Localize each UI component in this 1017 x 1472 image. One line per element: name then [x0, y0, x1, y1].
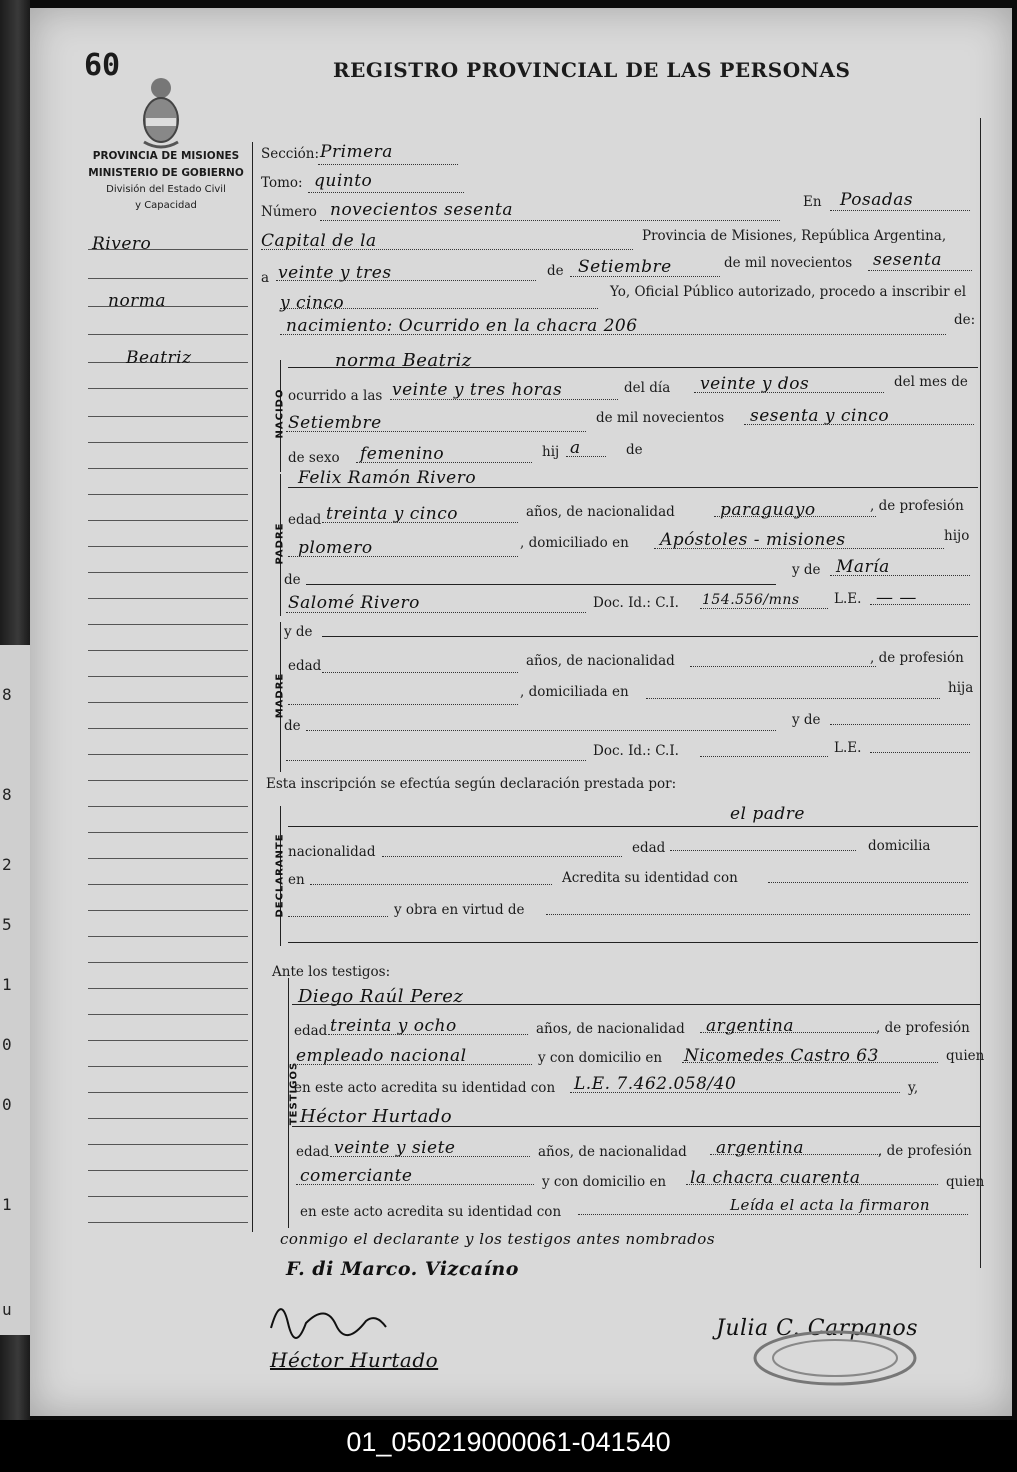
en-label: En: [803, 194, 822, 210]
acto-value: nacimiento: Ocurrido en la chacra 206: [286, 316, 638, 336]
decl-domicilia-label: domicilia: [868, 838, 931, 854]
t2-nac-label: años, de nacionalidad: [538, 1144, 687, 1160]
strip-char: 0: [2, 1035, 12, 1054]
ante-testigos-label: Ante los testigos:: [272, 964, 391, 980]
del-dia-label: del día: [624, 380, 671, 396]
adjacent-page-strip: [0, 645, 32, 1335]
strip-char: 0: [2, 1095, 12, 1114]
strip-char: u: [2, 1300, 12, 1319]
t2-dom-label: y con domicilio en: [542, 1174, 667, 1190]
hij-label: hij: [542, 444, 560, 460]
dia-value: veinte y tres: [278, 263, 392, 283]
declarante-value: el padre: [730, 804, 805, 824]
signature-hurtado: Héctor Hurtado: [270, 1348, 439, 1372]
de-colon-label: de:: [954, 312, 976, 328]
padre-madre1: María: [836, 557, 890, 577]
decl-edad-label: edad: [632, 840, 666, 856]
testigo2-nac: argentina: [716, 1138, 805, 1158]
testigo1-nac: argentina: [706, 1016, 795, 1036]
de-mil-label: de mil novecientos: [724, 255, 853, 271]
padre-dom-label: , domiciliado en: [520, 535, 629, 551]
del-mes-label: del mes de: [894, 374, 968, 390]
padre-le-label: L.E.: [834, 591, 862, 607]
padre-domicilio: Apóstoles - misiones: [660, 530, 846, 550]
dia-nac-value: veinte y dos: [700, 374, 810, 394]
coat-of-arms-icon: [140, 72, 182, 150]
madre-y-de-label: y de: [284, 624, 313, 640]
madre-ci-label: Doc. Id.: C.I.: [593, 743, 679, 759]
seccion-label: Sección:: [261, 146, 320, 162]
anio-value: sesenta: [873, 250, 942, 270]
decl-acredita-label: Acredita su identidad con: [562, 870, 738, 886]
page-number: 60: [84, 48, 121, 83]
de-mil2-label: de mil novecientos: [596, 410, 725, 426]
nacido-section-label: NACIDO: [274, 388, 286, 439]
numero-value: novecientos sesenta: [330, 200, 513, 220]
anio-nac-value: sesenta y cinco: [750, 406, 890, 426]
closing-line1: conmigo el declarante y los testigos antes nombrados: [280, 1230, 716, 1248]
madre-hija-label: hija: [948, 680, 974, 696]
strip-char: 1: [2, 1195, 12, 1214]
numero-label: Número: [261, 204, 317, 220]
padre-nacionalidad: paraguayo: [720, 500, 816, 520]
t2-prof-label: , de profesión: [878, 1143, 972, 1159]
decl-en-label: en: [288, 872, 305, 888]
padre-section-label: PADRE: [274, 522, 286, 565]
madre-dom-label: , domiciliada en: [520, 684, 629, 700]
margin-second-name: Beatriz: [126, 348, 192, 368]
footer-image-id: 01_050219000061-041540: [0, 1420, 1017, 1472]
t2-acto-label: en este acto acredita su identidad con: [300, 1204, 562, 1220]
strip-char: 8: [2, 785, 12, 804]
ocurrido-label: ocurrido a las: [288, 388, 383, 404]
sexo-label: de sexo: [288, 450, 340, 466]
padre-prof-label: , de profesión: [870, 498, 964, 514]
nombre-value: norma Beatriz: [335, 350, 472, 371]
madre-de-label: de: [284, 718, 301, 734]
margin-surname: Rivero: [92, 234, 152, 254]
testigo2-id: Leída el acta la firmaron: [730, 1196, 931, 1214]
yo-oficial-label: Yo, Oficial Público autorizado, procedo a inscribir el: [610, 284, 967, 300]
de-label: de: [547, 263, 564, 279]
mes-value: Setiembre: [578, 257, 672, 277]
padre-le: — —: [876, 588, 917, 608]
padre-edad: treinta y cinco: [326, 504, 458, 524]
office-line2: MINISTERIO DE GOBIERNO: [88, 167, 244, 179]
padre-ci: 154.556/mns: [702, 592, 800, 608]
testigo1-prof: empleado nacional: [296, 1046, 467, 1066]
padre-hijo-label: hijo: [944, 528, 970, 544]
padre-nac-label: años, de nacionalidad: [526, 504, 675, 520]
madre-edad-label: edad: [288, 658, 322, 674]
padre-de-label: de: [284, 572, 301, 588]
madre-y-de2-label: y de: [792, 712, 821, 728]
sexo-value: femenino: [360, 444, 445, 464]
testigo2-dom: la chacra cuarenta: [690, 1168, 861, 1188]
testigo1-id: L.E. 7.462.058/40: [574, 1074, 737, 1094]
inscripcion-label: Esta inscripción se efectúa según declaración prestada por:: [266, 776, 677, 792]
testigo2-nombre: Héctor Hurtado: [300, 1106, 453, 1127]
office-line1: PROVINCIA DE MISIONES: [92, 150, 240, 162]
padre-profesion: plomero: [298, 538, 373, 558]
t1-dom-label: y con domicilio en: [538, 1050, 663, 1066]
a-label: a: [261, 270, 270, 286]
de2-label: de: [626, 442, 643, 458]
t1-nac-label: años, de nacionalidad: [536, 1021, 685, 1037]
strip-char: 2: [2, 855, 12, 874]
t2-quien-label: quien: [946, 1174, 985, 1190]
decl-obra-label: y obra en virtud de: [394, 902, 525, 918]
mes-nac-value: Setiembre: [288, 413, 382, 433]
testigo2-edad: veinte y siete: [334, 1138, 456, 1158]
t1-edad-label: edad: [294, 1023, 328, 1039]
padre-ci-label: Doc. Id.: C.I.: [593, 595, 679, 611]
declarante-section-label: DECLARANTE: [274, 833, 286, 918]
office-line4: y Capacidad: [135, 200, 197, 211]
testigo2-prof: comerciante: [300, 1166, 413, 1186]
t1-prof-label: , de profesión: [876, 1020, 970, 1036]
capital-value: Capital de la: [261, 231, 377, 251]
en-value: Posadas: [840, 190, 914, 210]
t2-edad-label: edad: [296, 1144, 330, 1160]
strip-char: 1: [2, 975, 12, 994]
main-column-border: [252, 142, 253, 1232]
closing-line2: F. di Marco. Vizcaíno: [286, 1258, 519, 1280]
madre-le-label: L.E.: [834, 740, 862, 756]
signature-registrar: Julia C. Carpanos: [716, 1316, 919, 1341]
margin-given-name: norma: [108, 291, 167, 311]
madre-nac-label: años, de nacionalidad: [526, 653, 675, 669]
testigo1-nombre: Diego Raúl Perez: [298, 986, 464, 1007]
padre-madre2: Salomé Rivero: [288, 593, 420, 613]
strip-char: 5: [2, 915, 12, 934]
madre-prof-label: , de profesión: [870, 650, 964, 666]
t1-y-label: y,: [908, 1080, 919, 1096]
t1-quien-label: quien: [946, 1048, 985, 1064]
tomo-label: Tomo:: [261, 175, 303, 191]
hij-suffix: a: [570, 438, 581, 458]
madre-section-label: MADRE: [274, 672, 286, 719]
decl-nac-label: nacionalidad: [288, 844, 376, 860]
anio2-value: y cinco: [280, 293, 345, 313]
padre-edad-label: edad: [288, 512, 322, 528]
padre-y-de-label: y de: [792, 562, 821, 578]
provincia-label: Provincia de Misiones, República Argentina,: [642, 228, 947, 244]
t1-acto-label: en este acto acredita su identidad con: [294, 1080, 556, 1096]
register-page: [30, 8, 1012, 1416]
strip-char: 8: [2, 685, 12, 704]
padre-nombre: Felix Ramón Rivero: [298, 468, 477, 488]
testigo1-edad: treinta y ocho: [330, 1016, 457, 1036]
page-title: REGISTRO PROVINCIAL DE LAS PERSONAS: [333, 58, 851, 82]
tomo-value: quinto: [314, 171, 373, 191]
hora-value: veinte y tres horas: [392, 380, 563, 400]
office-line3: División del Estado Civil: [106, 184, 226, 195]
testigo1-dom: Nicomedes Castro 63: [684, 1046, 879, 1066]
testigos-section-label: TESTIGOS: [288, 1061, 300, 1126]
right-border: [980, 118, 981, 1268]
official-stamp-icon: [750, 1328, 920, 1388]
seccion-value: Primera: [320, 142, 393, 162]
